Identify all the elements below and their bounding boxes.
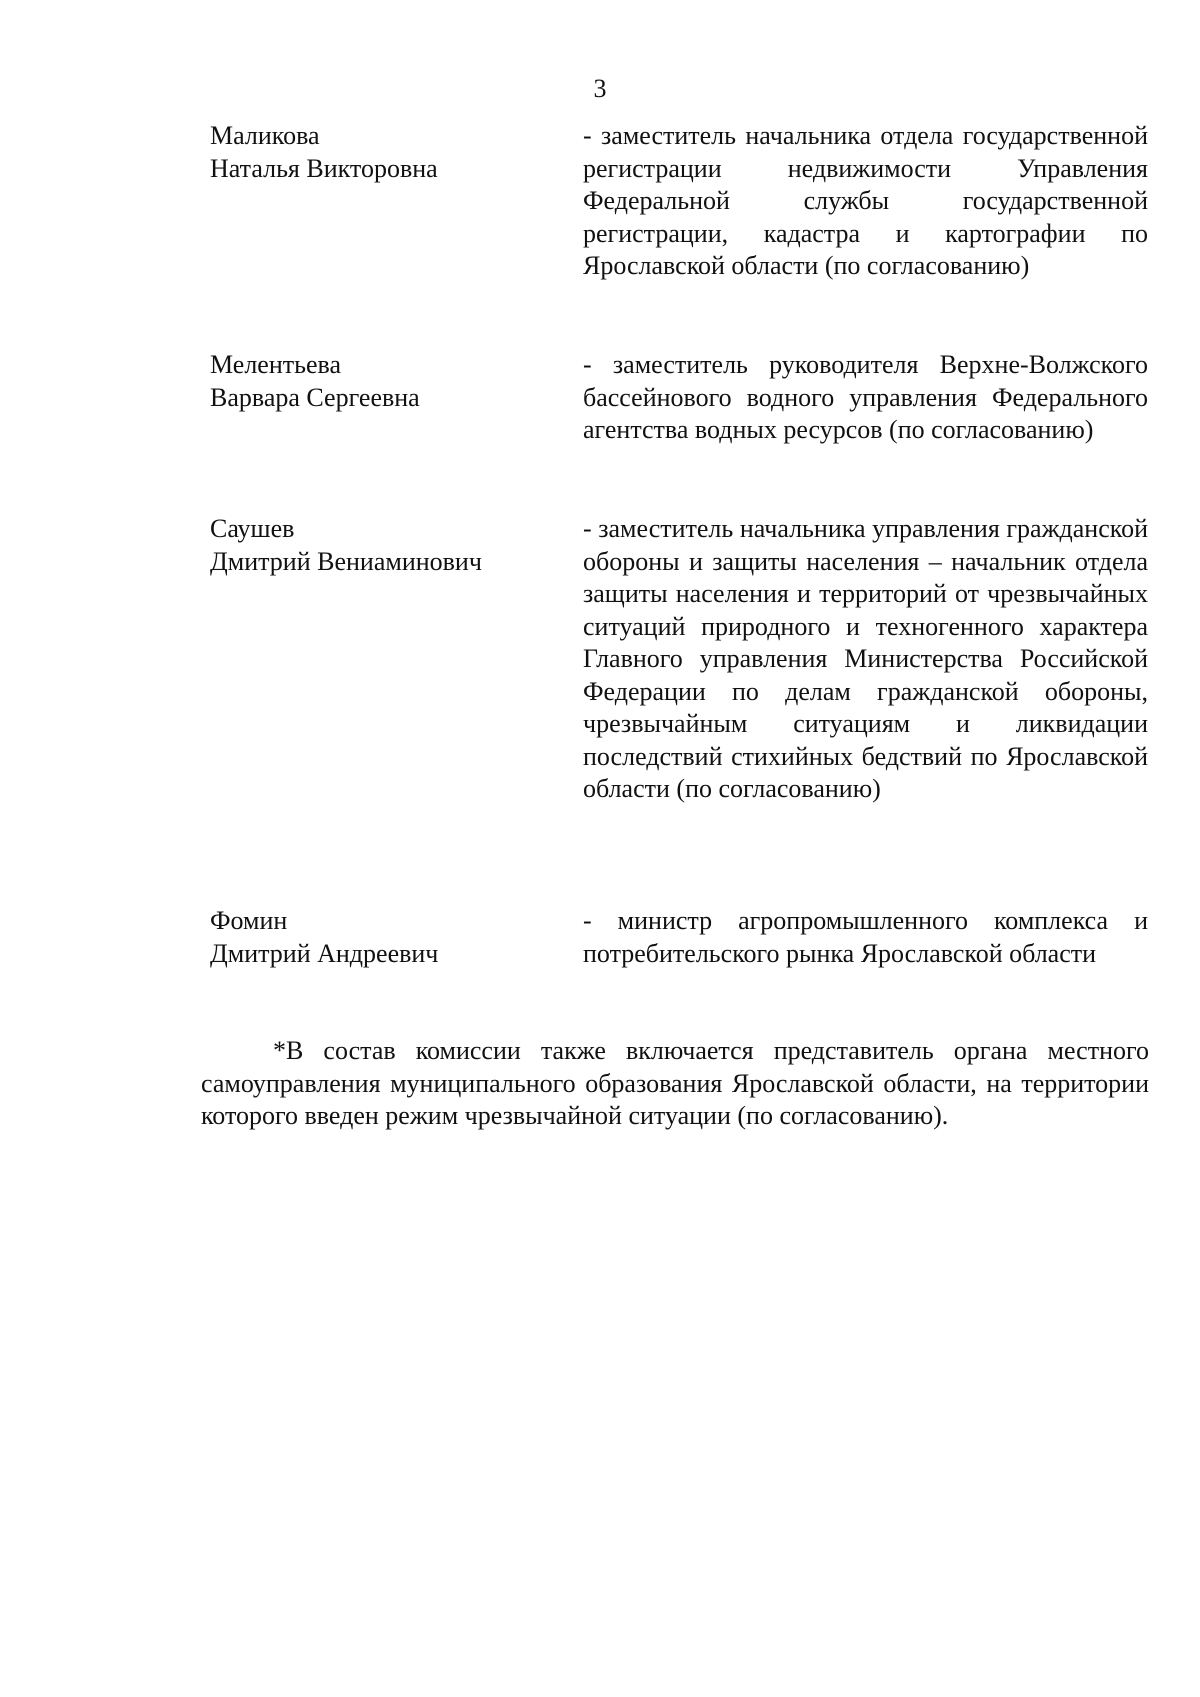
member-name <box>210 905 570 970</box>
member-surname: Маликова <box>210 121 320 150</box>
member-role: - заместитель начальника управления гражданской обороны и защиты населения – начальник отдела защиты населения и территорий от чрезвычайных ситуаций природного и техногенного характера Главного управления Министерства Российской Федерации по делам гражданской обороны, чрезвычайным ситуациям и ликвидации последствий стихийных бедствий по Ярославской области (по согласованию) <box>583 514 1148 803</box>
member-given-names: Дмитрий Вениаминович <box>210 546 482 576</box>
member-role: - заместитель руководителя Верхне-Волжского бассейнового водного управления Федерального агентства водных ресурсов (по согласованию) <box>583 350 1148 444</box>
member-given-names: Варвара Сергеевна <box>210 382 420 412</box>
member-surname: Мелентьева <box>210 350 341 379</box>
footnote: *В состав комиссии также включается представитель органа местного самоуправления муниципального образования Ярославской области, на территории которого введен режим чрезвычайной ситуации (по согласованию). <box>201 1036 1149 1130</box>
member-given-names: Дмитрий Андреевич <box>210 938 439 968</box>
member-name <box>210 120 570 185</box>
member-surname: Фомин <box>210 906 288 935</box>
member-surname: Саушев <box>210 514 295 543</box>
page-number: 3 <box>593 74 607 103</box>
member-name <box>210 513 570 578</box>
member-role: - заместитель начальника отдела государственной регистрации недвижимости Управления Федеральной службы государственной регистрации, кадастра и картографии по Ярославской области (по согласованию) <box>583 121 1148 280</box>
member-given-names: Наталья Викторовна <box>210 153 438 183</box>
member-role: - министр агропромышленного комплекса и потребительского рынка Ярославской области <box>583 906 1148 968</box>
member-name <box>210 349 570 414</box>
